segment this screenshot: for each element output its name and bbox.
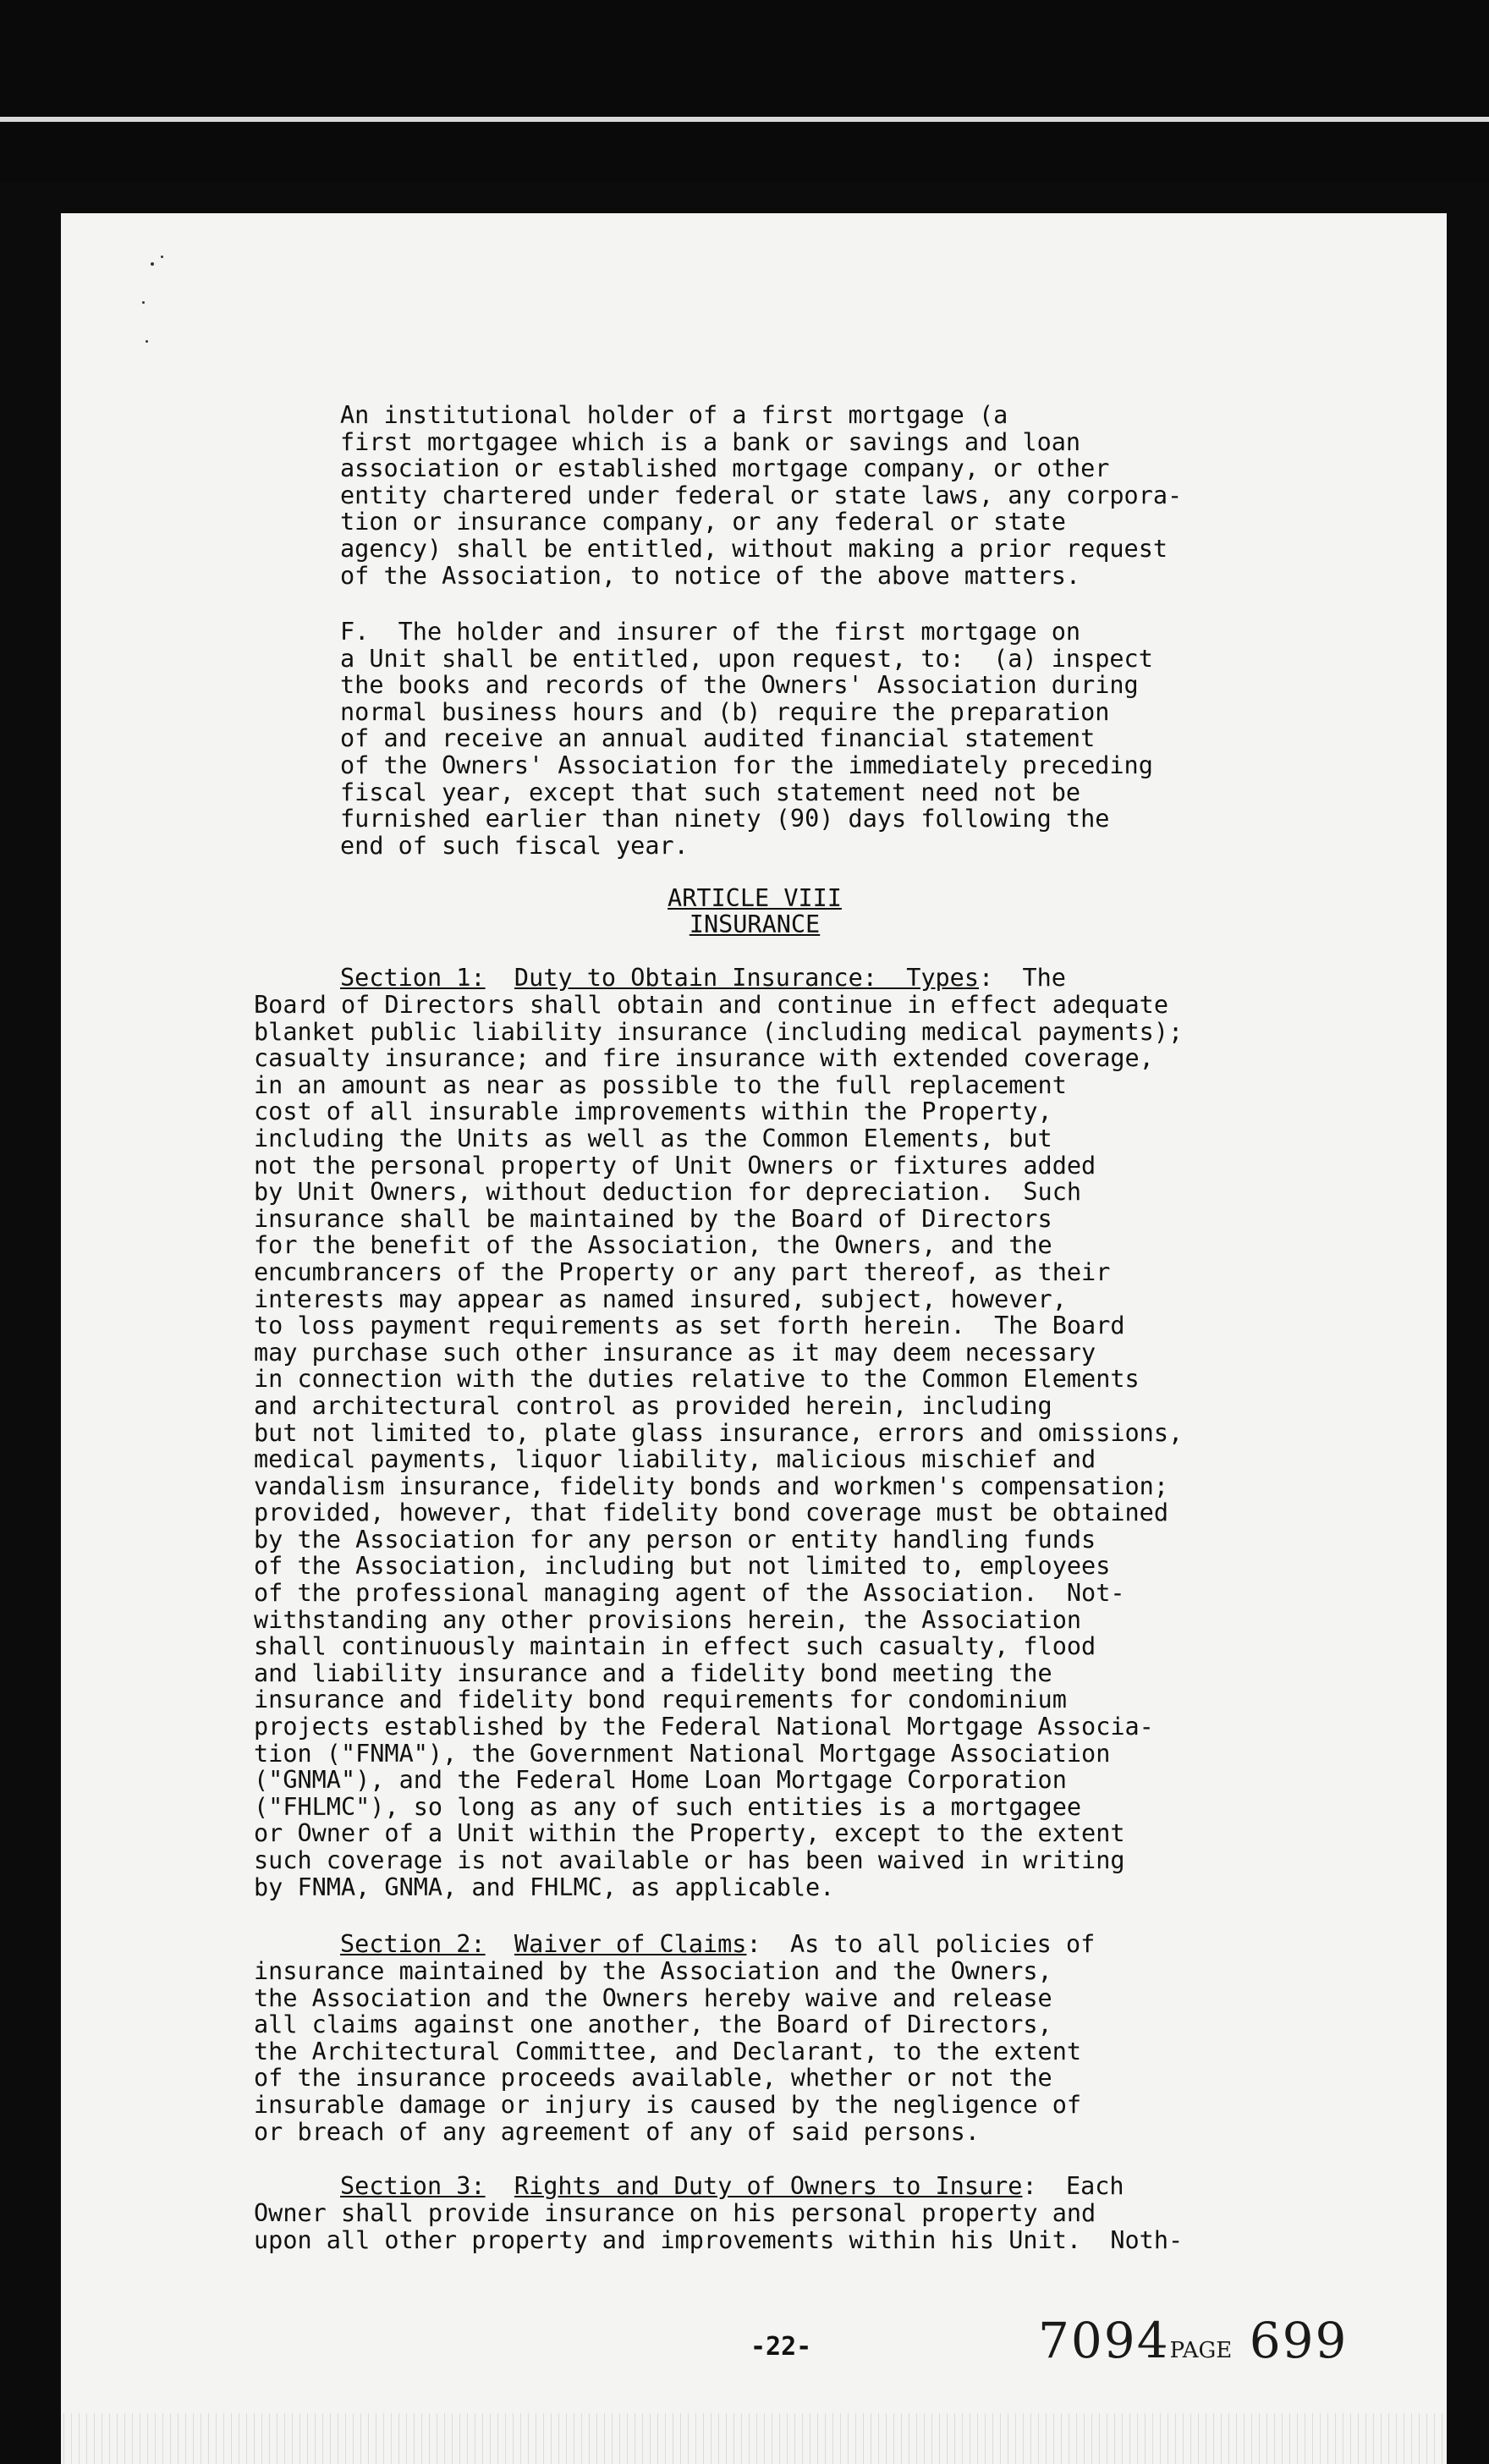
document-page — [61, 213, 1447, 2464]
scan-noise — [61, 2413, 1447, 2464]
section-1-label: Section 1: — [340, 964, 486, 992]
section-1-lead: : The — [979, 964, 1066, 992]
article-title: ARTICLE VIII — [668, 884, 842, 912]
stamp-page-label: PAGE — [1169, 2338, 1233, 2363]
section-3-heading-line — [340, 2173, 1124, 2200]
scan-top-line — [0, 117, 1489, 122]
scan-speck — [142, 301, 145, 304]
section-2-lead: : As to all policies of — [746, 1930, 1096, 1958]
scan-speck — [161, 256, 163, 258]
scan-top-border — [0, 0, 1489, 182]
section-3-title: Rights and Duty of Owners to Insure — [514, 2172, 1023, 2200]
section-2-body: insurance maintained by the Association and the Owners, the Association and the Owners hereby waive and release all claims against one another, the Board of Directors, the Architectural Committee, and Declarant, to the extent of the insurance proceeds available, whether or not the insurable damage or injury is caused by the negligence of or breach of any agreement of any of said persons. — [254, 1957, 1082, 2146]
section-3-body: Owner shall provide insurance on his personal property and upon all other property and improvements within his Unit. Noth- — [254, 2199, 1184, 2254]
section-1-heading-line — [340, 965, 1066, 992]
article-heading — [569, 885, 941, 938]
scan-speck — [151, 262, 154, 266]
section-1-title: Duty to Obtain Insurance: Types — [514, 964, 979, 992]
section-1-body: Board of Directors shall obtain and continue in effect adequate blanket public liability insurance (including medical payments); casualty insurance; and fire insurance with extended coverage, in an amount as near as possible to the full replacement cost of all insurable improvements within the Property, including the Units as well as the Common Elements, but not the personal property of Unit Owners or fixtures added by Unit Owners, without deduction for depreciation. Such insurance shall be maintained by the Board of Directors for the benefit of the Association, the Owners, and the encumbrancers of the Property or any part thereof, as their interests may appear as named insured, subject, however, to loss payment requirements as set forth herein. The Board may purchase such other insurance as it may deem necessary in connection with the duties relative to the Common Elements and architectural control as provided herein, including but not limited to, plate glass insurance, errors and omissions, medical payments, liquor liability, malicious mischief and vandalism insurance, fidelity bonds and workmen's compensation; provided, however, that fidelity bond coverage must be obtained by the Association for any person or entity handling funds of the Association, including but not limited to, employees of the professional managing agent of the Association. Not- withstanding any other provisions herein, the Association shall continuously maintain in effect such casualty, flood and liability insurance and a fidelity bond meeting the insurance and fidelity bond requirements for condominium projects established by the Federal National Mortgage Associa- tion ("FNMA"), the Government National Mortgage Association ("GNMA"), and the Federal Home Loan Mortgage Corporation ("FHLMC"), so long as any of such entities is a mortgagee or Owner of a Unit within the Property, except to the extent such coverage is not available or has been waived in writing by FNMA, GNMA, and FHLMC, as applicable. — [254, 991, 1184, 1901]
article-subtitle: INSURANCE — [689, 910, 821, 938]
section-2-heading-line — [340, 1931, 1095, 1958]
intro-paragraph: An institutional holder of a first mortgage (a first mortgagee which is a bank or savings and loan association or established mortgage company, or other entity chartered under federal or state laws, any corpora- tion or insurance company, or any federal or state agency) shall be entitled, without making a prior request of the Association, to notice of the above matters. — [340, 401, 1183, 590]
section-3-lead: : Each — [1022, 2172, 1124, 2200]
paragraph-f: F. The holder and insurer of the first mortgage on a Unit shall be entitled, upon request, to: (a) inspect the books and records of the Owners' Association during normal business hours and (b) require the preparation of and receive an annual audited financial statement of the Owners' Association for the immediately preceding fiscal year, except that such statement need not be furnished earlier than ninety (90) days following the end of such fiscal year. — [340, 618, 1153, 860]
section-3-label: Section 3: — [340, 2172, 486, 2200]
stamp-book-number: 7094 — [1038, 2312, 1170, 2369]
section-2-title: Waiver of Claims — [514, 1930, 747, 1958]
recording-stamp — [1038, 2312, 1348, 2369]
section-2-label: Section 2: — [340, 1930, 486, 1958]
scan-speck — [146, 340, 148, 343]
stamp-page-number: 699 — [1249, 2312, 1349, 2369]
page-number: -22- — [750, 2332, 812, 2362]
